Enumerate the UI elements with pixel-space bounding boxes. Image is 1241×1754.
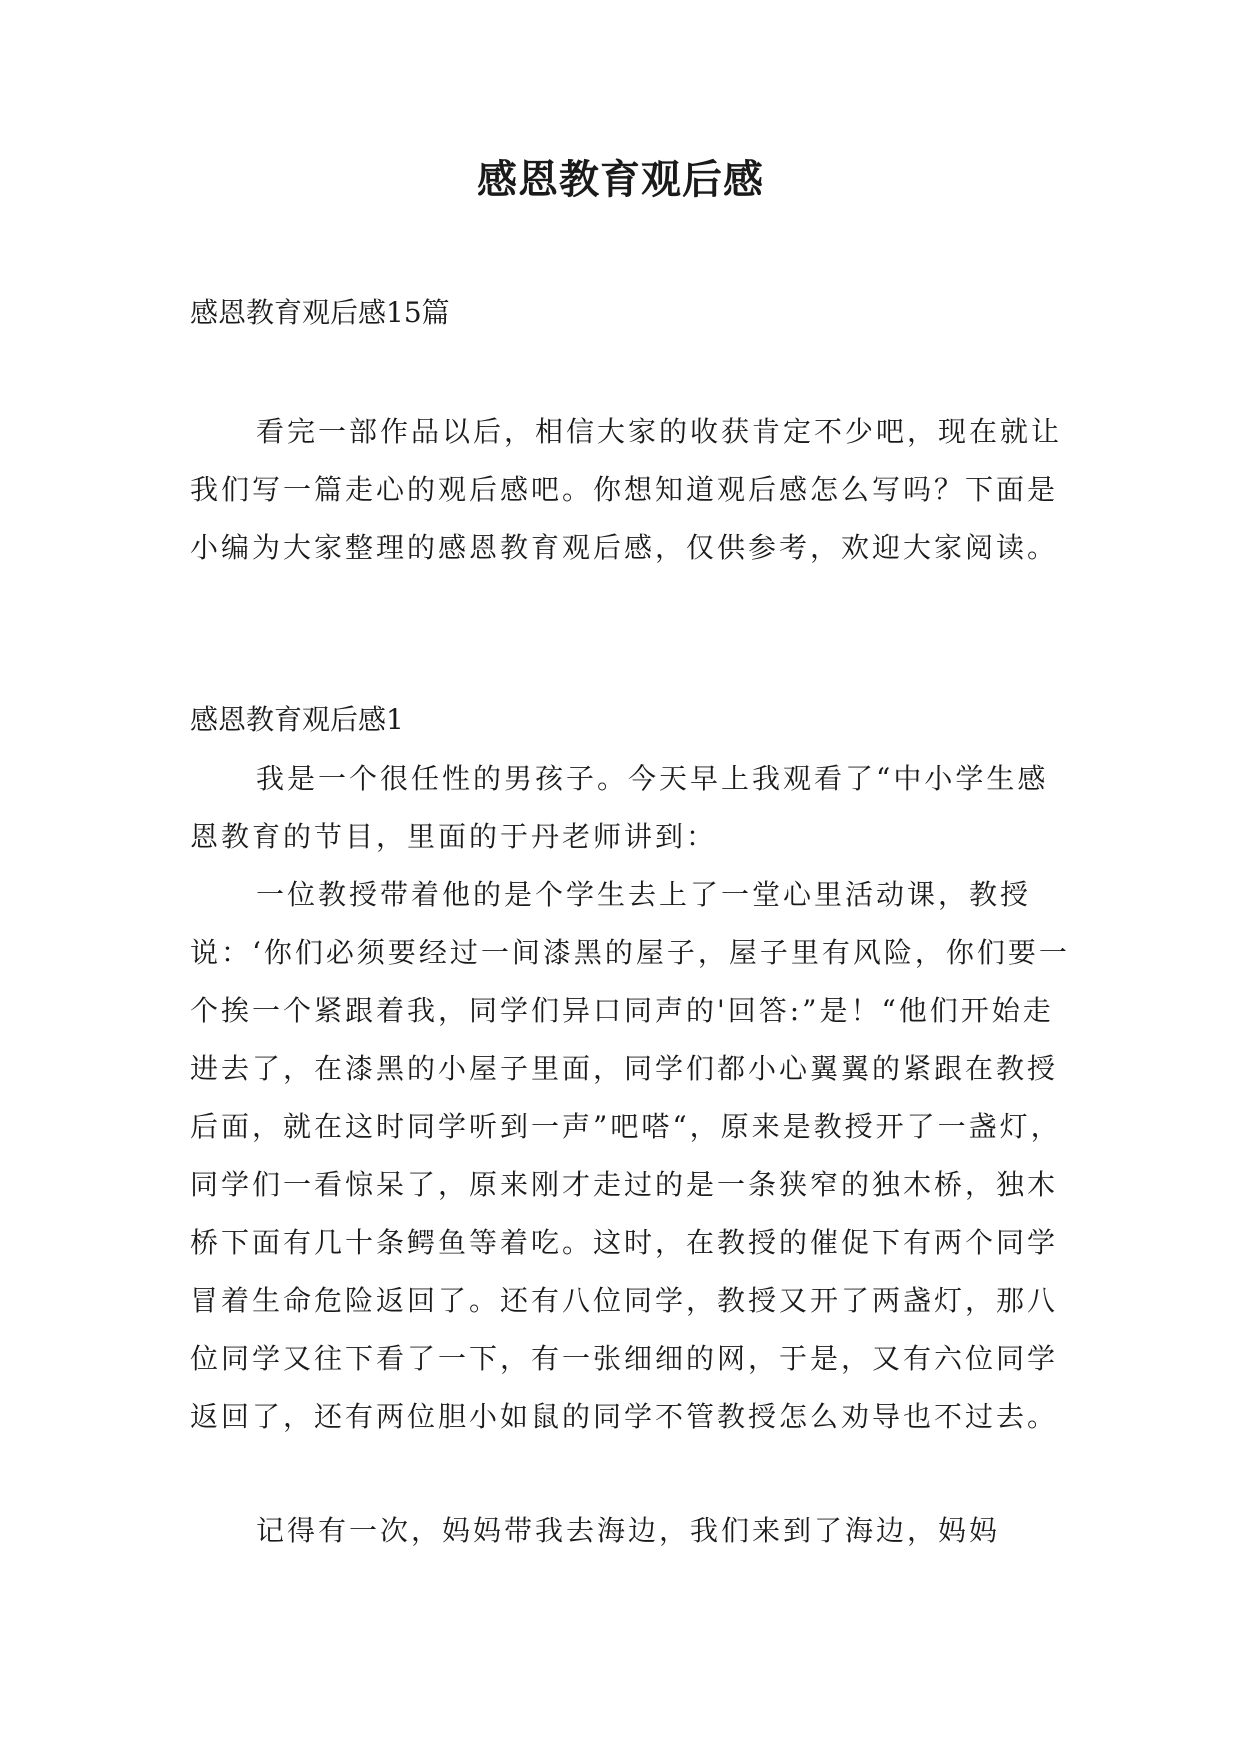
body-paragraph: 记得有一次，妈妈带我去海边，我们来到了海边，妈妈 [256,1514,1001,1547]
body-paragraph: 一位教授带着他的是个学生去上了一堂心里活动课，教授说：‘你们必须要经过一间漆黑的屋子，屋子里有风险，你们要一个挨一个紧跟着我，同学们异口同声的'回答:”是！“他们开始走进去了，在漆黑的小屋子里面，同学们都小心翼翼的紧跟在教授后面，就在这时同学听到一声”吧嗒“，原来是教授开了一盏灯，同学们一看惊呆了，原来刚才走过的是一条狭窄的独木桥，独木桥下面有几十条鳄鱼等着吃。这时，在教授的催促下有两个同学冒着生命危险返回了。还有八位同学，教授又开了两盏灯，那八位同学又往下看了一下，有一张细细的网，于是，又有六位同学返回了，还有两位胆小如鼠的同学不管教授怎么劝导也不过去。 [190,878,1070,1433]
section-heading: 感恩教育观后感1 [190,703,404,736]
body-paragraph: 我是一个很任性的男孩子。今天早上我观看了“中小学生感恩教育的节目，里面的于丹老师讲到： [190,762,1049,853]
document-subtitle: 感恩教育观后感15篇 [190,296,450,329]
page-title: 感恩教育观后感 [477,156,764,203]
intro-paragraph: 看完一部作品以后，相信大家的收获肯定不少吧，现在就让我们写一篇走心的观后感吧。你想知道观后感怎么写吗？下面是小编为大家整理的感恩教育观后感，仅供参考，欢迎大家阅读。 [190,415,1063,564]
